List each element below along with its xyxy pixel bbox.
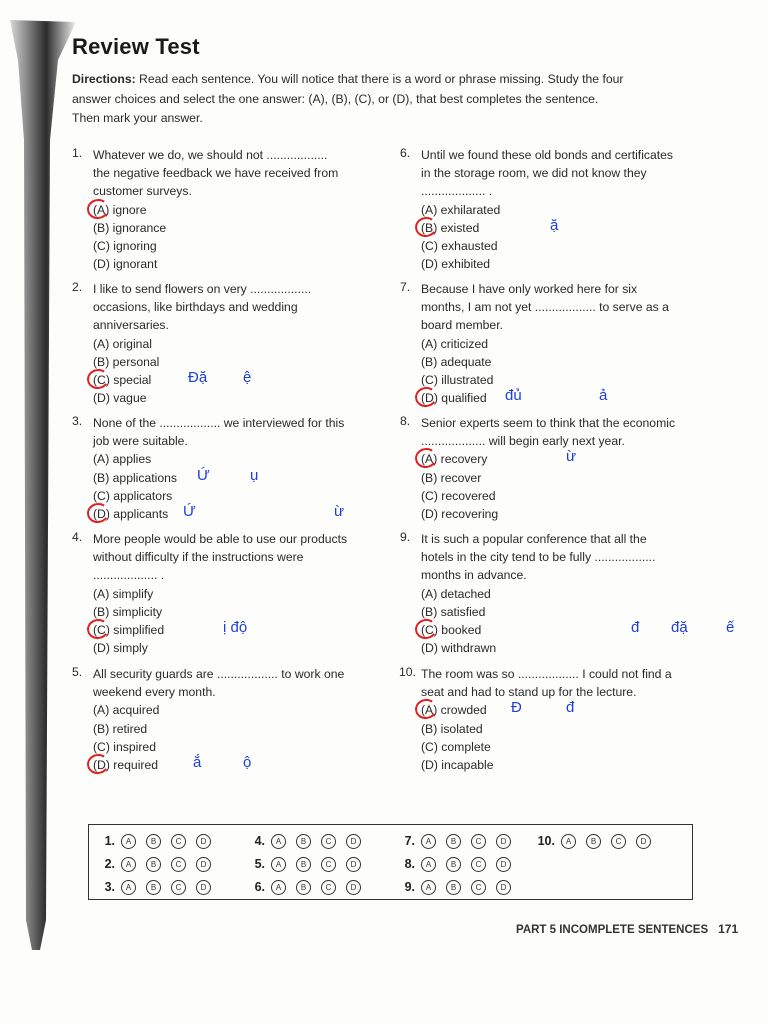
question-1	[72, 146, 392, 273]
answer-option-label: (D) qualified	[421, 391, 487, 406]
handwritten-note: ắ	[193, 754, 202, 771]
answer-option[interactable]	[93, 255, 392, 273]
question-stem-line: hotels in the city tend to be fully ..................	[421, 550, 656, 565]
question-stem-line: It is such a popular conference that all the	[421, 532, 647, 546]
answer-option-label: (D) ignorant	[93, 257, 158, 272]
spine-graphic	[10, 20, 76, 950]
answer-option[interactable]	[93, 237, 392, 255]
page-footer	[516, 922, 738, 936]
question-stem	[421, 665, 720, 701]
answer-bubble[interactable]: A	[271, 857, 286, 872]
answer-option-label: (C) inspired	[93, 739, 156, 754]
handwritten-note: đủ	[505, 387, 522, 405]
answer-options	[93, 450, 392, 523]
handwritten-answer-circle	[85, 752, 110, 776]
question-5	[72, 665, 392, 774]
answer-option-label: (B) isolated	[421, 721, 483, 736]
answer-options	[421, 335, 720, 408]
answer-bubble[interactable]: B	[446, 857, 461, 872]
answer-bubble[interactable]: B	[296, 857, 311, 872]
answer-option-label: (B) recover	[421, 470, 482, 485]
answer-option[interactable]	[421, 469, 720, 487]
answer-option[interactable]	[93, 466, 392, 487]
answer-option-label: (B) retired	[93, 721, 148, 736]
answer-options	[93, 201, 392, 274]
answer-bubble[interactable]: D	[496, 857, 511, 872]
answer-option[interactable]	[421, 255, 720, 273]
answer-option[interactable]	[421, 756, 720, 774]
question-number: 4.	[72, 530, 83, 544]
answer-bubble[interactable]: D	[346, 857, 361, 872]
answer-option[interactable]	[421, 335, 720, 353]
handwritten-note: ệ	[243, 369, 252, 386]
directions-line-1: Read each sentence. You will notice that there is a word or phrase missing. Study the four	[135, 72, 624, 86]
question-stem-line: months in advance.	[421, 568, 527, 583]
question-stem	[93, 146, 392, 201]
answer-grid-row	[89, 830, 692, 852]
question-stem	[421, 280, 720, 335]
answer-option-label: (D) recovering	[421, 506, 499, 521]
answer-bubble[interactable]: C	[321, 880, 336, 895]
handwritten-note: ộ	[243, 754, 252, 771]
question-stem-line: All security guards are .................. to work one	[93, 667, 345, 681]
question-stem-line: without difficulty if the instructions were	[93, 550, 304, 565]
question-2	[72, 280, 392, 407]
answer-option[interactable]	[93, 201, 392, 219]
answer-bubble[interactable]: B	[296, 880, 311, 895]
answer-option-label: (C) complete	[421, 739, 491, 754]
handwritten-answer-circle	[413, 447, 438, 471]
question-stem-line: seat and had to stand up for the lecture.	[421, 685, 637, 700]
answer-bubble[interactable]: B	[146, 857, 161, 872]
answer-grid-item	[89, 876, 221, 898]
question-number: 9.	[400, 530, 411, 544]
question-9	[400, 530, 735, 657]
question-stem-line: job were suitable.	[93, 434, 188, 449]
answer-option-label: (C) special	[93, 372, 152, 387]
handwritten-note: ế	[726, 619, 735, 636]
answer-bubble[interactable]: A	[561, 834, 576, 849]
question-number: 6.	[400, 146, 411, 160]
answer-option-label: (B) satisfied	[421, 604, 486, 619]
handwritten-note: Đ	[511, 699, 522, 717]
answer-bubble[interactable]: D	[636, 834, 651, 849]
answer-option[interactable]	[93, 701, 392, 719]
answer-option[interactable]	[93, 585, 392, 603]
answer-grid-number: 4.	[254, 834, 265, 848]
answer-option-label: (A) detached	[421, 586, 491, 601]
answer-option[interactable]	[421, 371, 720, 389]
answer-grid-row	[89, 853, 692, 875]
handwritten-note: Đặ	[188, 369, 208, 386]
answer-bubble[interactable]: A	[271, 880, 286, 895]
question-number: 1.	[72, 146, 83, 160]
answer-option-label: (A) crowded	[421, 703, 487, 718]
question-3	[72, 414, 392, 523]
answer-bubble[interactable]: D	[496, 880, 511, 895]
answer-option[interactable]	[93, 502, 392, 523]
answer-bubble[interactable]: C	[321, 834, 336, 849]
question-stem	[93, 530, 392, 585]
answer-option-label: (B) adequate	[421, 354, 492, 369]
answer-bubble[interactable]: C	[171, 857, 186, 872]
answer-option[interactable]	[421, 353, 720, 371]
answer-option-label: (D) simply	[93, 641, 148, 656]
question-stem-line: customer surveys.	[93, 184, 192, 199]
answer-option-label: (D) required	[93, 757, 159, 772]
question-stem-line: The room was so .................. I could not find a	[421, 667, 672, 681]
question-stem-line: None of the .................. we interviewed for this	[93, 416, 345, 430]
answer-option[interactable]	[421, 201, 720, 219]
answer-option[interactable]	[421, 505, 720, 523]
question-stem-line: More people would be able to use our products	[93, 532, 348, 546]
answer-grid-item	[89, 853, 221, 875]
answer-options	[421, 201, 720, 274]
answer-option[interactable]	[421, 720, 720, 738]
answer-option-label: (A) original	[93, 336, 152, 351]
answer-option-label: (A) ignore	[93, 202, 147, 217]
answer-bubble[interactable]: C	[471, 880, 486, 895]
answer-option-label: (D) incapable	[421, 757, 494, 772]
answer-option-label: (A) acquired	[93, 703, 160, 718]
answer-option-label: (A) simplify	[93, 586, 154, 601]
question-stem-line: ................... .	[93, 568, 165, 583]
page-binding-spine	[10, 20, 76, 950]
answer-option[interactable]	[93, 219, 392, 237]
answer-bubble[interactable]: A	[421, 834, 436, 849]
question-stem-line: weekend every month.	[93, 685, 216, 700]
answer-option[interactable]	[421, 237, 720, 255]
answer-option[interactable]	[93, 335, 392, 353]
answer-bubble[interactable]: B	[296, 834, 311, 849]
answer-bubble[interactable]: D	[346, 880, 361, 895]
question-stem-line: anniversaries.	[93, 318, 169, 333]
footer-section: PART 5 INCOMPLETE SENTENCES	[516, 924, 709, 936]
directions-line-3: Then mark your answer.	[72, 111, 203, 125]
question-stem-line: ................... will begin early next year.	[421, 434, 625, 449]
handwritten-note: đặ	[671, 619, 688, 636]
answer-bubble[interactable]: D	[196, 857, 211, 872]
answer-option[interactable]	[93, 639, 392, 657]
answer-bubble[interactable]: C	[471, 857, 486, 872]
answer-bubble[interactable]: B	[146, 880, 161, 895]
answer-grid-item	[389, 830, 521, 852]
answer-bubble[interactable]: A	[121, 834, 136, 849]
answer-bubble[interactable]: D	[196, 834, 211, 849]
handwritten-answer-circle	[85, 367, 110, 391]
answer-option-label: (B) personal	[93, 354, 160, 369]
question-number: 8.	[400, 414, 411, 428]
answer-bubble[interactable]: A	[271, 834, 286, 849]
handwritten-note: Ứ	[197, 466, 210, 484]
handwritten-note: ị độ	[223, 619, 248, 636]
answer-bubble[interactable]: C	[171, 834, 186, 849]
answer-option[interactable]	[421, 639, 720, 657]
answer-option-label: (D) exhibited	[421, 257, 491, 272]
handwritten-note: ụ	[250, 466, 259, 484]
question-8	[400, 414, 720, 523]
answer-option-label: (C) simplified	[93, 622, 165, 637]
answer-option[interactable]	[93, 487, 392, 505]
answer-option-label: (B) ignorance	[93, 220, 167, 235]
question-stem	[93, 414, 392, 450]
question-number: 7.	[400, 280, 411, 294]
handwritten-note: ừ	[566, 448, 577, 466]
answer-bubble[interactable]: D	[196, 880, 211, 895]
question-10	[400, 665, 720, 774]
answer-option-label: (A) exhilarated	[421, 202, 501, 217]
answer-option-label: (C) ignoring	[93, 238, 157, 253]
question-stem-line: months, I am not yet .................. to serve as a	[421, 300, 669, 315]
answer-grid-row	[89, 876, 692, 898]
question-stem	[93, 280, 392, 335]
question-number: 5.	[72, 665, 83, 679]
answer-bubble[interactable]: C	[321, 857, 336, 872]
handwritten-answer-circle	[413, 698, 438, 722]
answer-option-label: (A) recovery	[421, 452, 488, 467]
answer-grid-number: 7.	[404, 834, 415, 848]
answer-grid-number: 9.	[404, 880, 415, 894]
handwritten-answer-circle	[413, 385, 438, 409]
answer-option-label: (D) vague	[93, 391, 147, 406]
answer-option[interactable]	[93, 450, 392, 468]
answer-grid-number: 6.	[254, 880, 265, 894]
question-stem-line: Because I have only worked here for six	[421, 282, 638, 296]
question-number: 2.	[72, 280, 83, 294]
directions	[72, 70, 702, 129]
answer-option[interactable]	[93, 720, 392, 738]
answer-option-label: (C) recovered	[421, 488, 496, 503]
question-stem-line: the negative feedback we have received from	[93, 166, 339, 181]
question-stem-line: occasions, like birthdays and wedding	[93, 300, 298, 315]
answer-bubble[interactable]: A	[421, 857, 436, 872]
answer-bubble[interactable]: C	[171, 880, 186, 895]
answer-grid-number: 2.	[104, 857, 115, 871]
answer-option-label: (C) illustrated	[421, 372, 494, 387]
answer-bubble[interactable]: A	[121, 857, 136, 872]
question-7	[400, 280, 720, 407]
answer-grid	[88, 824, 693, 900]
handwritten-note: ả	[599, 387, 608, 405]
answer-grid-number: 8.	[404, 857, 415, 871]
question-4	[72, 530, 392, 657]
answer-bubble[interactable]: B	[586, 834, 601, 849]
answer-bubble[interactable]: B	[446, 880, 461, 895]
handwritten-answer-circle	[85, 501, 110, 525]
answer-bubble[interactable]: A	[421, 880, 436, 895]
answer-bubble[interactable]: A	[121, 880, 136, 895]
question-stem	[421, 146, 720, 201]
question-stem-line: in the storage room, we did not know they	[421, 166, 647, 181]
answer-grid-item	[89, 830, 221, 852]
page-number: 171	[718, 922, 739, 936]
question-stem-line: I like to send flowers on very ..................	[93, 282, 312, 296]
answer-option-label: (A) criticized	[421, 336, 489, 351]
answer-option[interactable]	[93, 389, 392, 407]
answer-option[interactable]	[421, 738, 720, 756]
answer-bubble[interactable]: C	[471, 834, 486, 849]
handwritten-note: ặ	[550, 216, 559, 234]
question-stem-line: Senior experts seem to think that the economic	[421, 416, 676, 430]
question-stem-line: Until we found these old bonds and certificates	[421, 148, 674, 162]
question-stem	[421, 530, 720, 585]
answer-bubble[interactable]: B	[446, 834, 461, 849]
question-stem-line: Whatever we do, we should not ..................	[93, 148, 328, 162]
answer-bubble[interactable]: C	[611, 834, 626, 849]
answer-grid-number: 1.	[104, 834, 115, 848]
answer-grid-item	[529, 830, 661, 852]
answer-option-label: (A) applies	[93, 452, 152, 467]
answer-grid-item	[389, 853, 521, 875]
question-stem-line: ................... .	[421, 184, 493, 199]
answer-option[interactable]	[421, 487, 720, 505]
answer-option-label: (D) withdrawn	[421, 641, 497, 656]
answer-option[interactable]	[421, 216, 720, 237]
answer-option-label: (B) existed	[421, 220, 480, 235]
answer-grid-number: 10.	[537, 834, 555, 848]
answer-bubble[interactable]: B	[146, 834, 161, 849]
answer-grid-number: 5.	[254, 857, 265, 871]
handwritten-answer-circle	[413, 617, 438, 641]
answer-bubble[interactable]: D	[496, 834, 511, 849]
directions-line-2: answer choices and select the one answer: (A), (B), (C), or (D), that best completes the sentence.	[72, 91, 599, 106]
handwritten-note: đ	[631, 619, 640, 636]
answer-option-label: (D) applicants	[93, 506, 169, 521]
question-stem	[93, 665, 392, 701]
answer-option-label: (C) applicators	[93, 488, 173, 503]
answer-grid-item	[389, 876, 521, 898]
answer-grid-number: 3.	[104, 880, 115, 894]
answer-option-label: (B) simplicity	[93, 604, 163, 619]
question-6	[400, 146, 720, 273]
question-stem-line: board member.	[421, 318, 503, 333]
handwritten-note: Ứ	[183, 502, 196, 520]
handwritten-note: ừ	[334, 502, 345, 520]
answer-grid-item	[239, 830, 371, 852]
answer-option-label: (C) booked	[421, 622, 482, 637]
page-title: Review Test	[72, 34, 200, 59]
handwritten-answer-circle	[85, 617, 110, 641]
question-number: 10.	[399, 665, 416, 679]
question-stem	[421, 414, 720, 450]
answer-option-label: (B) applications	[93, 470, 177, 485]
handwritten-answer-circle	[413, 215, 438, 239]
answer-grid-item	[239, 853, 371, 875]
answer-option[interactable]	[421, 585, 720, 603]
answer-option-label: (C) exhausted	[421, 238, 498, 253]
answer-bubble[interactable]: D	[346, 834, 361, 849]
question-number: 3.	[72, 414, 83, 428]
answer-option[interactable]	[421, 389, 720, 407]
answer-grid-item	[239, 876, 371, 898]
handwritten-note: đ	[566, 699, 575, 717]
directions-label: Directions:	[72, 72, 136, 86]
